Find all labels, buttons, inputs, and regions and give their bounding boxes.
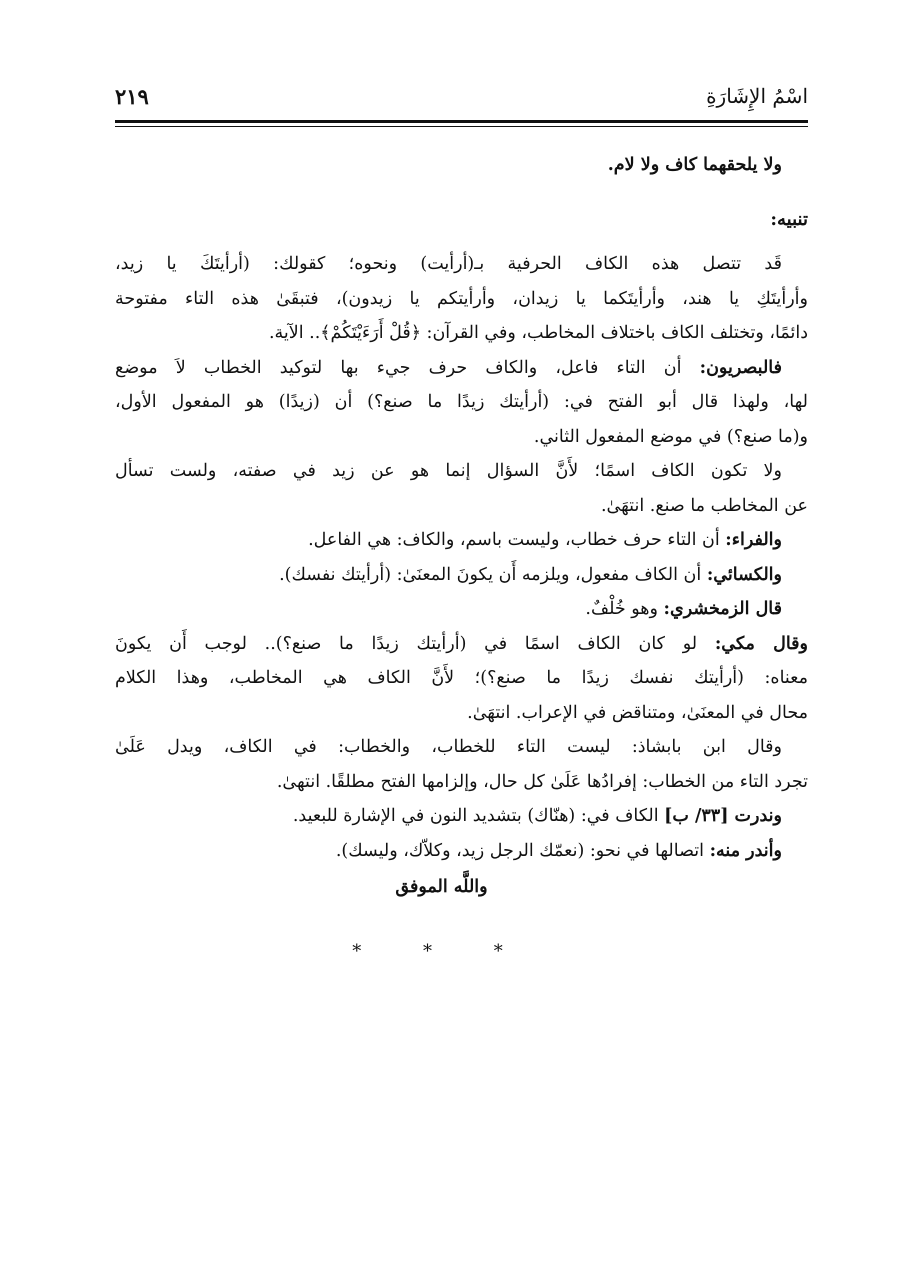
paragraph-line (115, 799, 808, 834)
running-header (115, 78, 808, 122)
paragraph-line: عن المخاطب ما صنع. انتهَىٰ. (600, 495, 808, 516)
section-heading: تنبيه: (770, 208, 808, 230)
paragraph-line: قَد تتصل هذه الكاف الحرفية بـ(أرأيت) ونحوه؛ كقولك: (أرأيتَكَ يا زيد، (115, 254, 782, 274)
paragraph (115, 627, 808, 731)
paragraph-text: اتصالها في نحو: (نعمّك الرجل زيد، وكلاّك، وليسك). (335, 840, 710, 861)
paragraph-label: والكسائي: (706, 564, 782, 585)
paragraph-line (115, 351, 808, 386)
paragraph-label: قال الزمخشري: (663, 599, 782, 619)
paragraph (115, 351, 808, 455)
paragraph (115, 247, 808, 351)
paragraph-text: أن التاء حرف خطاب، وليست باسم، والكاف: هي الفاعل. (308, 530, 726, 550)
body-text (115, 148, 808, 969)
paragraph-text: وهو خُلْفٌ. (585, 599, 664, 619)
paragraph-text: الكاف في: (هنّاك) بتشديد النون في الإشارة للبعيد. (292, 806, 665, 826)
paragraph-line: دائمًا، وتختلف الكاف باختلاف المخاطب، وفي القرآن: ﴿قُلْ أَرَءَيْتَكُمْ﴾.. الآية. (268, 323, 808, 343)
paragraph (115, 730, 808, 799)
header-rule-thin (115, 126, 808, 127)
page-number: ٢١٩ (115, 84, 149, 109)
paragraph-line (115, 627, 808, 662)
paragraph-line: وأرأيتَكِ يا هند، وأرأيتَكما يا زيدان، وأرأيتكم يا زيدون)، فتبقَىٰ هذه التاء مفتوحة (115, 288, 808, 309)
paragraph-line: وقال ابن بابشاذ: ليست التاء للخطاب، والخطاب: في الكاف، ويدل عَلَىٰ (115, 737, 782, 757)
closing-line: واللَّه الموفق (395, 877, 488, 897)
paragraph-line: ولا تكون الكاف اسمًا؛ لأَنَّ السؤال إنما هو عن زيد في صفته، ولست تسأل (115, 461, 782, 481)
paragraph-line (115, 523, 808, 558)
paragraph-label: والفراء: (725, 530, 782, 550)
paragraph (115, 454, 808, 523)
paragraph-label: وقال مكي: (714, 633, 808, 654)
book-page (115, 78, 808, 969)
paragraph-label: وأندر منه: (709, 840, 782, 861)
paragraph-label: فالبصريون: (699, 357, 782, 378)
intro-line: ولا يلحقهما كاف ولا لام. (607, 155, 782, 175)
paragraph-line (115, 834, 808, 869)
paragraph-line: تجرد التاء من الخطاب: إفرادُها عَلَىٰ كل حال، وإلزامها الفتح مطلقًا. انتهىٰ. (276, 771, 808, 792)
paragraph-line: لها، ولهذا قال أبو الفتح في: (أرأيتك زيدًا ما صنع؟) أن (زيدًا) هو المفعول الأول، (115, 392, 808, 412)
section-divider-stars: * * * (352, 940, 531, 962)
paragraph-label: وندرت [٣٣/ ب] (664, 806, 782, 826)
running-title: اسْمُ الإِشَارَةِ (706, 84, 808, 108)
paragraph-text: أن التاء فاعل، والكاف حرف جيء بها لتوكيد الخطاب لاَ موضع (115, 357, 700, 378)
paragraph-line: معناه: (أرأيتك نفسك زيدًا ما صنع؟)؛ لأَنَّ الكاف هي المخاطب، وهذا الكلام (115, 668, 808, 688)
header-rule-thick (115, 120, 808, 123)
paragraph-line (115, 592, 808, 627)
paragraph-text: أن الكاف مفعول، ويلزمه أَن يكونَ المعنَىٰ: (أرأيتك نفسك). (279, 564, 707, 585)
paragraph-line (115, 558, 808, 593)
paragraph-text: لو كان الكاف اسمًا في (أرأيتك زيدًا ما صنع؟).. لوجب أَن يكونَ (115, 633, 715, 654)
paragraph-line: محال في المعنَىٰ، ومتناقض في الإعراب. انتهَىٰ. (467, 702, 808, 723)
paragraph-line: و(ما صنع؟) في موضع المفعول الثاني. (533, 426, 808, 447)
